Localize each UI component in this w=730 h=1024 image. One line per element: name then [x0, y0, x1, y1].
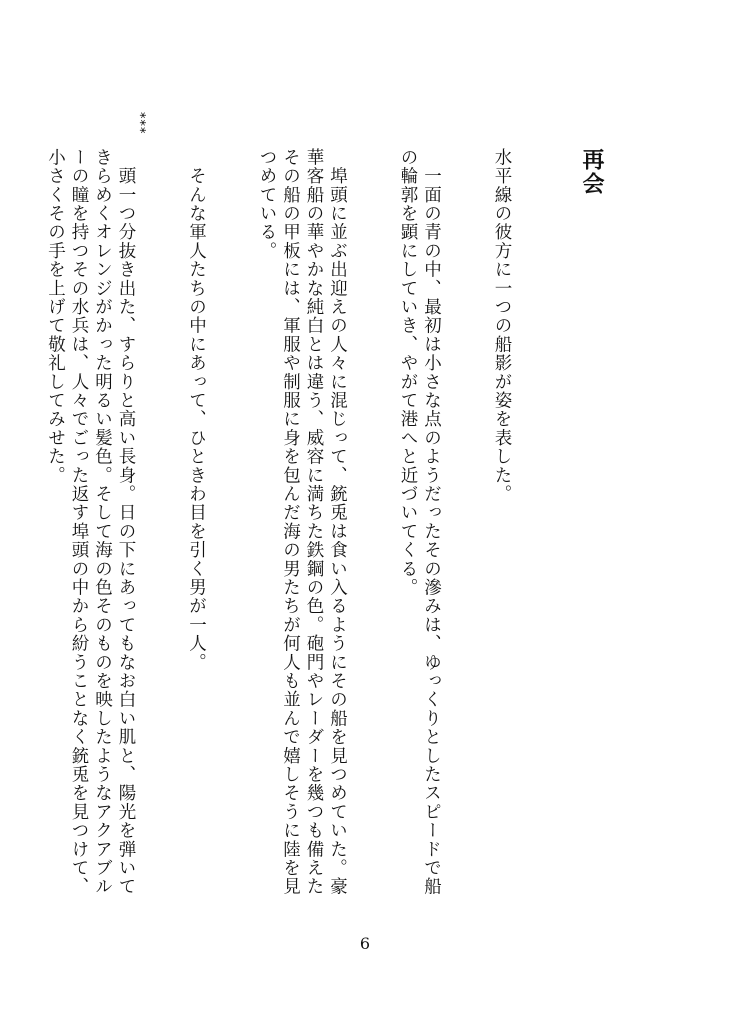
- paragraph: 一面の青の中、最初は小さな点のようだったその滲みは、ゆっくりとしたスピードで船の輪郭を顕にしていき、やがて港へと近づいてくる。: [398, 148, 442, 896]
- paragraph: 埠頭に並ぶ出迎えの人々に混じって、銃兎は食い入るようにその船を見つめていた。豪華客船の華やかな純白とは違う、威容に満ちた鉄鋼の色。砲門やレーダーを幾つも備えたその船の甲板には、軍服や制服に身を包んだ海の男たちが何人も並んで嬉しそうに陸を見つめている。: [257, 148, 348, 897]
- chapter-title: 再会: [579, 148, 605, 196]
- paragraph: 水平線の彼方に一つの船影が姿を表した。: [492, 148, 512, 504]
- page-number: 6: [359, 934, 371, 953]
- body-text: [0, 148, 560, 908]
- scene-separator: ***: [132, 112, 147, 135]
- paragraph: そんな軍人たちの中にあって、ひときわ目を引く男が一人。: [186, 148, 207, 672]
- paragraph: 頭一つ分抜き出た、すらりと高い長身。日の下にあってもなお白い肌と、陽光を弾いてきらめくオレンジがかった明るい髪色。そして海の色そのものを映したようなアクアブルーの瞳を持つその水兵は、人々でごった返す埠頭の中から紛うことなく銃兎を見つけて、小さくその手を上げて敬礼してみせた。: [45, 148, 136, 896]
